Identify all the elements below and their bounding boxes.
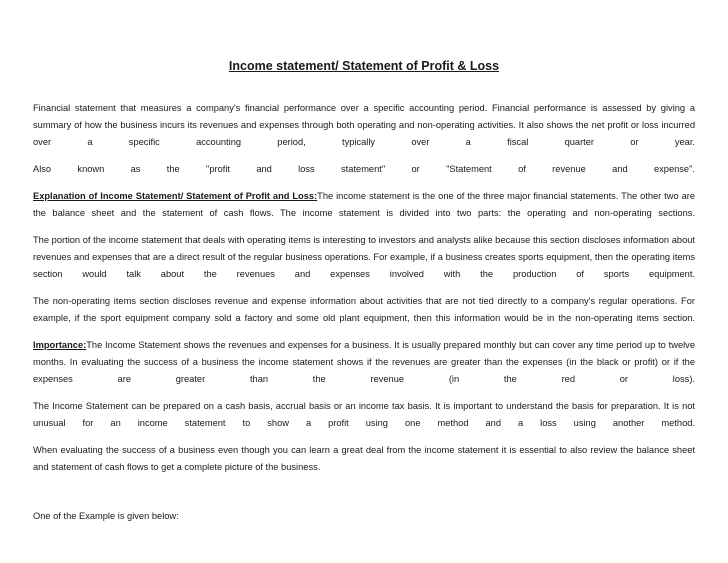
paragraph-evaluation: When evaluating the success of a business even though you can learn a great deal from the income statement it is essential to also review the balance sheet and statement of cash flows to get a complete picture of the business. bbox=[33, 445, 695, 472]
paragraph-example-intro: One of the Example is given below: bbox=[33, 511, 179, 521]
paragraph-operating-items: The portion of the income statement that deals with operating items is interesting to investors and analysts alike because this section discloses information about revenues and expenses that are a direct result of the regular business operations. For example, if a business creates sports equipment, then the operating items section would talk about the revenues and expenses involved with the production of sports equipment. bbox=[33, 235, 695, 279]
explanation-heading: Explanation of Income Statement/ Statement of Profit and Loss: bbox=[33, 191, 318, 201]
importance-text: The Income Statement shows the revenues and expenses for a business. It is usually prepared monthly but can cover any time period up to twelve months. In evaluating the success of a business the income statement shows if the revenues are greater than the expenses (in the black or profit) or if the expenses are greater than the revenue (in the red or loss). bbox=[33, 340, 695, 384]
page-title: Income statement/ Statement of Profit & Loss bbox=[228, 59, 500, 73]
paragraph-non-operating-items: The non-operating items section discloses revenue and expense information about activities that are not tied directly to a company's regular operations. For example, if the sport equipment company sold a factory and some old plant equipment, then this information would be in the non-operating items section. bbox=[33, 296, 695, 323]
paragraph-definition: Financial statement that measures a company's financial performance over a specific accounting period. Financial performance is assessed by giving a summary of how the business incurs its revenues and expenses through both operating and non-operating activities. It also shows the net profit or loss incurred over a specific accounting period, typically over a fiscal quarter or year. bbox=[33, 103, 695, 147]
paragraph-explanation bbox=[33, 188, 695, 222]
paragraph-also-known-as: Also known as the "profit and loss statement" or "Statement of revenue and expense". bbox=[33, 164, 695, 174]
paragraph-importance bbox=[33, 337, 695, 388]
importance-heading: Importance: bbox=[33, 340, 87, 350]
paragraph-preparation-basis: The Income Statement can be prepared on a cash basis, accrual basis or an income tax basis. It is important to understand the basis for preparation. It is not unusual for an income statement to show a profit using one method and a loss using another method. bbox=[33, 401, 695, 428]
explanation-text: The income statement is the one of the three major financial statements. The other two are the balance sheet and the statement of cash flows. The income statement is divided into two parts: the operating and non-operating sections. bbox=[33, 191, 696, 218]
